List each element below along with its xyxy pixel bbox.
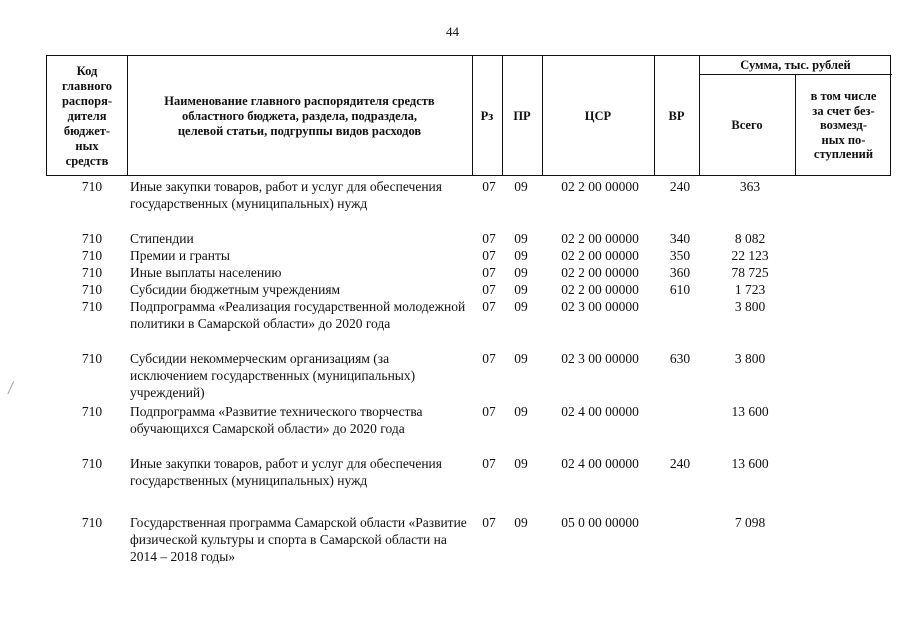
cell-rz: 07 [482, 456, 496, 471]
cell-pr: 09 [514, 231, 528, 246]
cell-total: 363 [739, 179, 761, 194]
table-header [46, 55, 891, 176]
cell-total: 13 600 [731, 456, 769, 471]
cell-total: 3 800 [734, 351, 766, 366]
cell-csr: 02 2 00 00000 [561, 265, 639, 280]
cell-name: Подпрограмма «Развитие технического творчества обучающихся Самарской области» до 2020 года [130, 404, 423, 436]
cell-total: 22 123 [731, 248, 769, 263]
header-csr: ЦСР [584, 109, 612, 123]
cell-pr: 09 [514, 179, 528, 194]
cell-csr: 02 3 00 00000 [561, 351, 639, 366]
cell-vr: 240 [669, 456, 691, 471]
cell-pr: 09 [514, 299, 528, 314]
cell-rz: 07 [482, 515, 496, 530]
cell-name: Иные закупки товаров, работ и услуг для обеспечения государственных (муниципальных) нужд [130, 456, 442, 488]
cell-name: Стипендии [130, 231, 194, 246]
cell-csr: 02 4 00 00000 [561, 456, 639, 471]
cell-rz: 07 [482, 265, 496, 280]
cell-csr: 02 3 00 00000 [561, 299, 639, 314]
cell-rz: 07 [482, 282, 496, 297]
cell-csr: 05 0 00 00000 [561, 515, 639, 530]
cell-code: 710 [81, 351, 103, 366]
cell-code: 710 [81, 179, 103, 194]
cell-csr: 02 2 00 00000 [561, 248, 639, 263]
cell-vr: 610 [669, 282, 691, 297]
cell-name: Премии и гранты [130, 248, 230, 263]
cell-code: 710 [81, 404, 103, 419]
cell-pr: 09 [514, 456, 528, 471]
cell-csr: 02 2 00 00000 [561, 179, 639, 194]
cell-total: 13 600 [731, 404, 769, 419]
cell-csr: 02 2 00 00000 [561, 282, 639, 297]
cell-code: 710 [81, 515, 103, 530]
cell-pr: 09 [514, 351, 528, 366]
cell-vr: 340 [669, 231, 691, 246]
cell-rz: 07 [482, 231, 496, 246]
cell-csr: 02 2 00 00000 [561, 231, 639, 246]
cell-name: Субсидии бюджетным учреждениям [130, 282, 341, 297]
cell-rz: 07 [482, 248, 496, 263]
cell-code: 710 [81, 456, 103, 471]
cell-rz: 07 [482, 299, 496, 314]
cell-code: 710 [81, 299, 103, 314]
page-number: 44 [446, 24, 459, 39]
cell-code: 710 [81, 231, 103, 246]
cell-name: Иные выплаты населению [130, 265, 282, 280]
cell-pr: 09 [514, 248, 528, 263]
cell-pr: 09 [514, 282, 528, 297]
cell-csr: 02 4 00 00000 [561, 404, 639, 419]
cell-pr: 09 [514, 404, 528, 419]
cell-pr: 09 [514, 265, 528, 280]
header-rz: Рз [480, 109, 494, 123]
header-code: Код главного распоря- дителя бюджет- ных средств [61, 64, 113, 168]
cell-code: 710 [81, 282, 103, 297]
header-gratis: в том числе за счет без- возмезд- ных по- ступлений [810, 89, 877, 162]
cell-code: 710 [81, 265, 103, 280]
cell-vr: 240 [669, 179, 691, 194]
cell-rz: 07 [482, 351, 496, 366]
header-pr: ПР [513, 109, 531, 123]
cell-total: 7 098 [734, 515, 766, 530]
cell-rz: 07 [482, 179, 496, 194]
cell-name: Иные закупки товаров, работ и услуг для обеспечения государственных (муниципальных) нужд [130, 179, 442, 211]
cell-total: 8 082 [734, 231, 766, 246]
header-sum-group: Сумма, тыс. рублей [740, 57, 851, 72]
cell-name: Подпрограмма «Реализация государственной молодежной политики в Самарской области» до 2020 года [130, 299, 466, 331]
cell-vr: 630 [669, 351, 691, 366]
cell-vr: 360 [669, 265, 691, 280]
header-vr: ВР [668, 109, 685, 123]
scan-mark [7, 381, 19, 397]
cell-name: Государственная программа Самарской области «Развитие физической культуры и спорта в Самарской области на 2014 – 2018 годы» [130, 515, 467, 564]
cell-vr: 350 [669, 248, 691, 263]
header-total: Всего [731, 118, 763, 132]
cell-code: 710 [81, 248, 103, 263]
cell-total: 78 725 [731, 265, 769, 280]
cell-rz: 07 [482, 404, 496, 419]
cell-total: 3 800 [734, 299, 766, 314]
cell-pr: 09 [514, 515, 528, 530]
cell-total: 1 723 [734, 282, 766, 297]
cell-name: Субсидии некоммерческим организациям (за исключением государственных (муниципальных) учреждений) [130, 351, 416, 400]
header-name: Наименование главного распорядителя средств областного бюджета, раздела, подраздела, целевой статьи, подгруппы видов расходов [164, 94, 435, 138]
